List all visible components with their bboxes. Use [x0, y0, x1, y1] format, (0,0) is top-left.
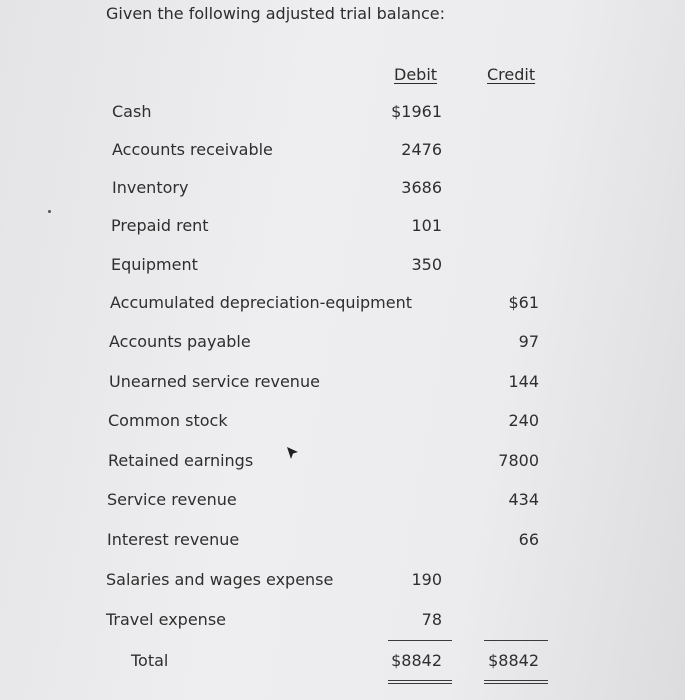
- credit-column-header: Credit: [487, 65, 536, 84]
- total-credit: $8842: [488, 651, 539, 670]
- row-debit-cash: $1961: [391, 102, 442, 121]
- row-credit-interest-revenue: 66: [518, 530, 539, 549]
- total-label: Total: [131, 651, 169, 670]
- row-label-prepaid-rent: Prepaid rent: [111, 216, 209, 235]
- row-debit-prepaid-rent: 101: [411, 216, 442, 235]
- row-credit-service-revenue: 434: [508, 490, 539, 509]
- row-debit-accounts-receivable: 2476: [401, 140, 442, 159]
- row-label-common-stock: Common stock: [108, 411, 228, 430]
- row-credit-common-stock: 240: [508, 411, 539, 430]
- row-label-travel-expense: Travel expense: [106, 610, 226, 629]
- total-debit: $8842: [391, 651, 442, 670]
- row-credit-accumulated-depreciation: $61: [508, 293, 539, 312]
- row-label-cash: Cash: [112, 102, 152, 121]
- speck-mark: [48, 210, 51, 213]
- row-label-equipment: Equipment: [111, 255, 198, 274]
- credit-subtotal-rule: [484, 640, 548, 641]
- debit-subtotal-rule: [388, 640, 452, 641]
- row-label-accumulated-depreciation: Accumulated depreciation-equipment: [110, 293, 413, 312]
- row-label-inventory: Inventory: [112, 178, 189, 197]
- row-label-salaries-and-wages-expense: Salaries and wages expense: [106, 570, 334, 589]
- mouse-cursor-icon: [286, 446, 300, 462]
- row-label-unearned-service-revenue: Unearned service revenue: [109, 372, 320, 391]
- credit-total-double-rule: [484, 680, 548, 684]
- row-label-service-revenue: Service revenue: [107, 490, 237, 509]
- row-credit-unearned-service-revenue: 144: [508, 372, 539, 391]
- row-debit-travel-expense: 78: [421, 610, 442, 629]
- row-label-retained-earnings: Retained earnings: [108, 451, 254, 470]
- debit-column-header: Debit: [394, 65, 438, 84]
- row-debit-salaries-and-wages-expense: 190: [411, 570, 442, 589]
- row-label-interest-revenue: Interest revenue: [107, 530, 240, 549]
- row-label-accounts-receivable: Accounts receivable: [112, 140, 273, 159]
- row-label-accounts-payable: Accounts payable: [109, 332, 251, 351]
- page-title: Given the following adjusted trial balance:: [106, 4, 445, 23]
- row-credit-retained-earnings: 7800: [498, 451, 539, 470]
- row-debit-inventory: 3686: [401, 178, 442, 197]
- debit-total-double-rule: [388, 680, 452, 684]
- row-credit-accounts-payable: 97: [518, 332, 539, 351]
- row-debit-equipment: 350: [411, 255, 442, 274]
